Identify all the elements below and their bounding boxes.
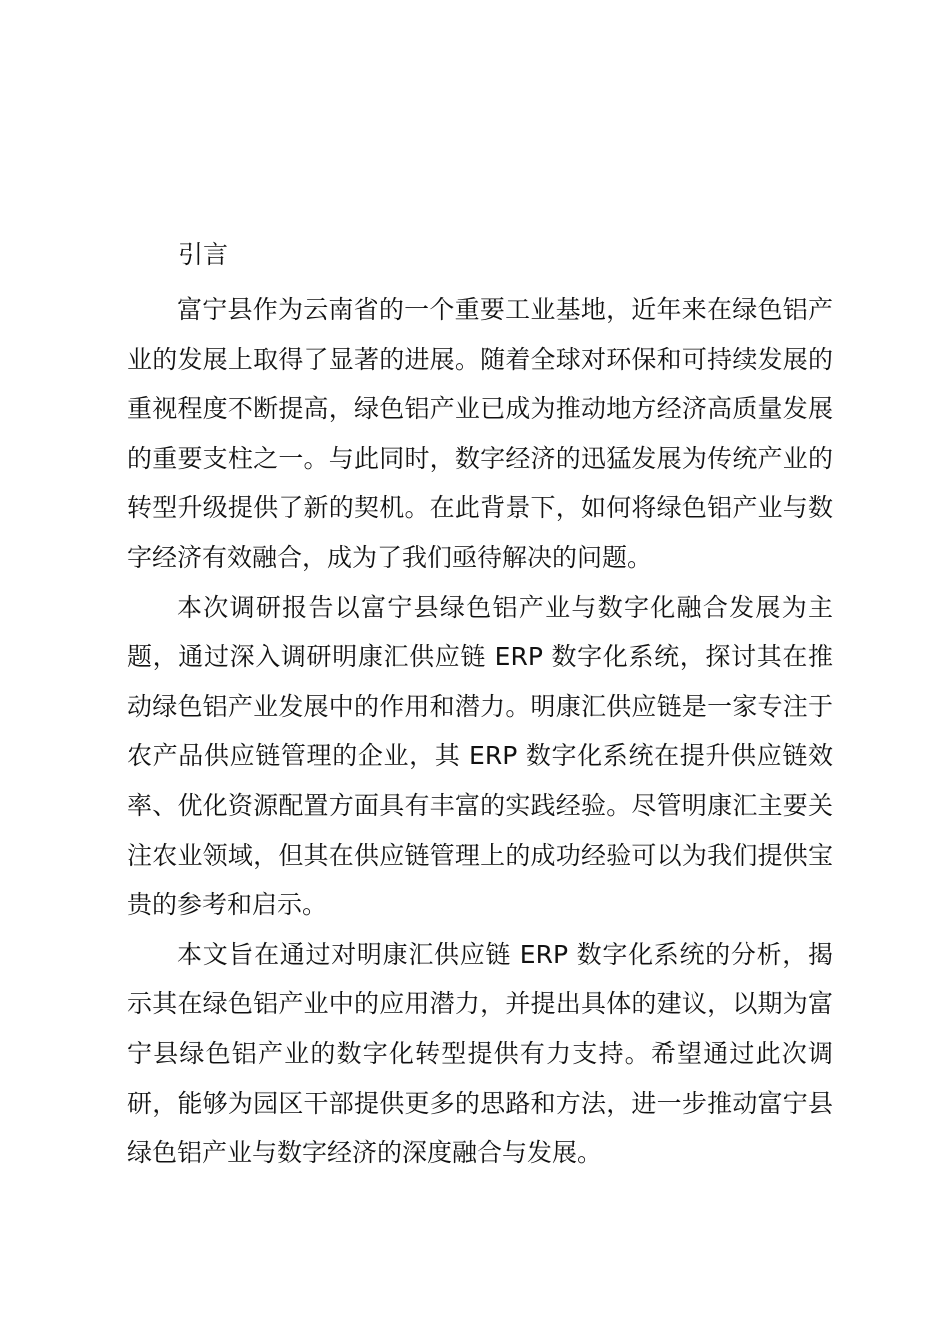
body-text (127, 285, 833, 1178)
paragraph: 富宁县作为云南省的一个重要工业基地，近年来在绿色铝产业的发展上取得了显著的进展。随着全球对环保和可持续发展的重视程度不断提高，绿色铝产业已成为推动地方经济高质量发展的重要支柱之一。与此同时，数字经济的迅猛发展为传统产业的转型升级提供了新的契机。在此背景下，如何将绿色铝产业与数字经济有效融合，成为了我们亟待解决的问题。 (127, 295, 833, 572)
paragraph: 本次调研报告以富宁县绿色铝产业与数字化融合发展为主题，通过深入调研明康汇供应链 ERP 数字化系统，探讨其在推动绿色铝产业发展中的作用和潜力。明康汇供应链是一家专注于农产品供应链管理的企业，其 ERP 数字化系统在提升供应链效率、优化资源配置方面具有丰富的实践经验。尽管明康汇主要关注农业领域，但其在供应链管理上的成功经验可以为我们提供宝贵的参考和启示。 (127, 592, 833, 920)
paragraph: 本文旨在通过对明康汇供应链 ERP 数字化系统的分析，揭示其在绿色铝产业中的应用潜力，并提出具体的建议，以期为富宁县绿色铝产业的数字化转型提供有力支持。希望通过此次调研，能够为园区干部提供更多的思路和方法，进一步推动富宁县绿色铝产业与数字经济的深度融合与发展。 (127, 939, 833, 1168)
section-heading: 引言 (178, 240, 229, 269)
